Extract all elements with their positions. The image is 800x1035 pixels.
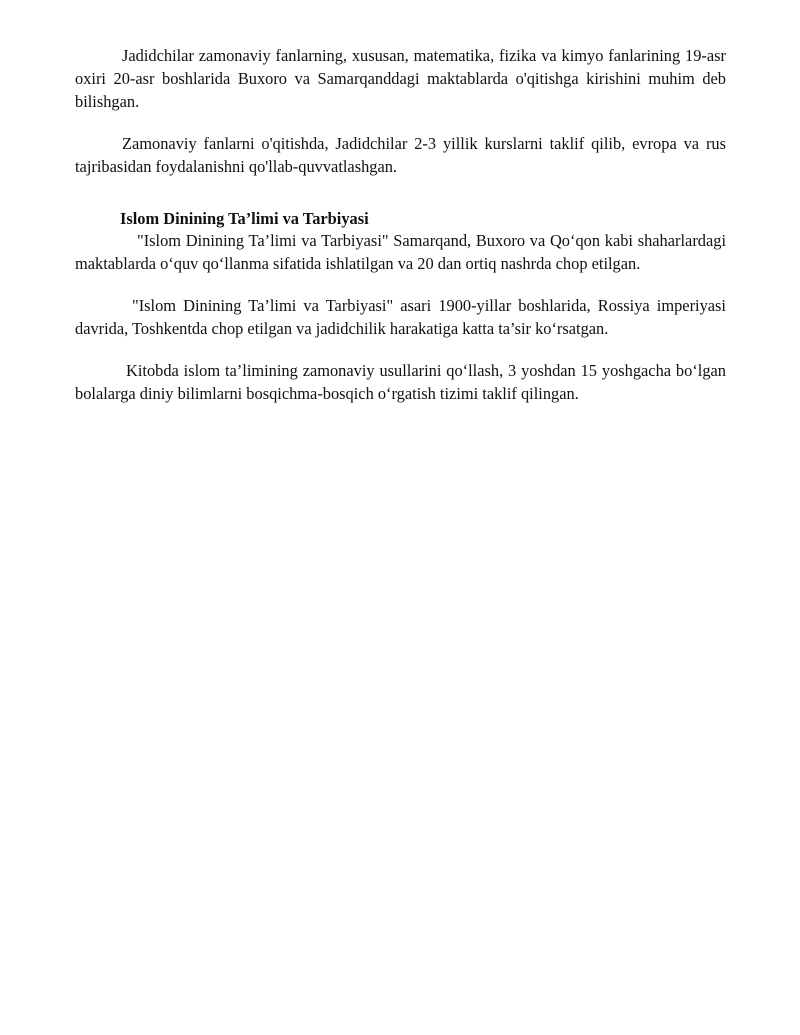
- paragraph-textbook-usage: "Islom Dinining Ta’limi va Tarbiyasi" Samarqand, Buxoro va Qo‘qon kabi shaharlardagi maktablarda o‘quv qo‘llanma sifatida ishlatilgan va 20 dan ortiq nashrda chop etilgan.: [75, 231, 726, 273]
- document-body: [75, 44, 726, 405]
- paragraph-jadidchilar-sciences: Jadidchilar zamonaviy fanlarning, xususan, matematika, fizika va kimyo fanlarining 19-asr oxiri 20-asr boshlarida Buxoro va Samarqanddagi maktablarda o'qitishga kirishini muhim deb bilishgan.: [75, 46, 726, 111]
- paragraph-modern-sciences-teaching: Zamonaviy fanlarni o'qitishda, Jadidchilar 2-3 yillik kurslarni taklif qilib, evropa va rus tajribasidan foydalanishni qo'llab-quvvatlashgan.: [75, 134, 726, 176]
- paragraph-book-content: Kitobda islom ta’limining zamonaviy usullarini qo‘llash, 3 yoshdan 15 yoshgacha bo‘lgan bolalarga diniy bilimlarni bosqichma-bosqich o‘rgatish tizimi taklif qilingan.: [75, 361, 726, 403]
- paragraph-publication-history: "Islom Dinining Ta’limi va Tarbiyasi" asari 1900-yillar boshlarida, Rossiya imperiyasi davrida, Toshkentda chop etilgan va jadidchilik harakatiga katta ta’sir ko‘rsatgan.: [75, 296, 726, 338]
- section-heading: Islom Dinining Ta’limi va Tarbiyasi: [120, 209, 369, 228]
